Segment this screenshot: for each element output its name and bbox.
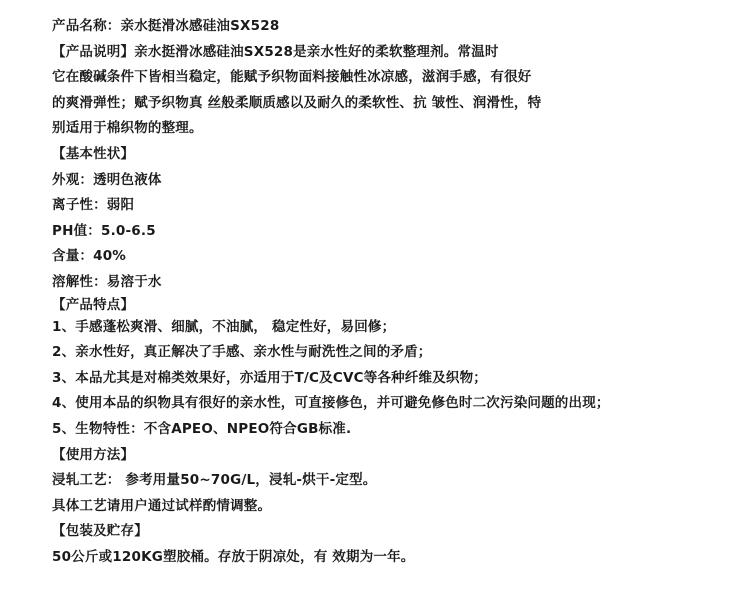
feature-item: 3、本品尤其是对棉类效果好，亦适用于T/C及CVC等各种纤维及织物； [52,369,488,386]
feature-item: 5、生物特性：不含APEO、NPEO符合GB标准. [52,420,352,437]
packaging-text: 50公斤或120KG塑胶桶。存放于阴凉处，有 效期为一年。 [52,548,415,565]
packaging-heading: 【包装及贮存】 [52,523,148,540]
description-line-2: 它在酸碱条件下皆相当稳定，能赋予织物面料接触性冰凉感，滋润手感，有很好 [52,69,532,86]
description-line-1: 【产品说明】亲水挺滑冰感硅油SX528是亲水性好的柔软整理剂。常温时 [52,43,499,60]
product-document [52,14,732,570]
property-appearance: 外观：透明色液体 [52,171,162,188]
properties-heading: 【基本性状】 [52,145,135,162]
product-name: 产品名称：亲水挺滑冰感硅油SX528 [52,18,280,34]
features-heading: 【产品特点】 [52,296,135,313]
property-solubility: 溶解性：易溶于水 [52,273,162,290]
feature-item: 4、使用本品的织物具有很好的亲水性，可直接修色，并可避免修色时二次污染问题的出现； [52,395,610,412]
feature-item: 2、亲水性好，真正解决了手感、亲水性与耐洗性之间的矛盾； [52,344,432,361]
usage-heading: 【使用方法】 [52,446,135,463]
description-line-4: 别适用于棉织物的整理。 [52,120,203,137]
property-ph: PH值：5.0-6.5 [52,222,156,239]
property-content: 含量：40% [52,248,127,265]
description-line-3: 的爽滑弹性；赋予织物真 丝般柔顺质感以及耐久的柔软性、抗 皱性、润滑性，特 [52,94,542,111]
usage-note: 具体工艺请用户通过试样酌情调整。 [52,497,272,514]
usage-padding-process: 浸轧工艺： 参考用量50~70G/L，浸轧-烘干-定型。 [52,472,377,489]
feature-item: 1、手感蓬松爽滑、细腻，不油腻， 稳定性好，易回修； [52,318,396,335]
property-ionic: 离子性：弱阳 [52,197,135,214]
